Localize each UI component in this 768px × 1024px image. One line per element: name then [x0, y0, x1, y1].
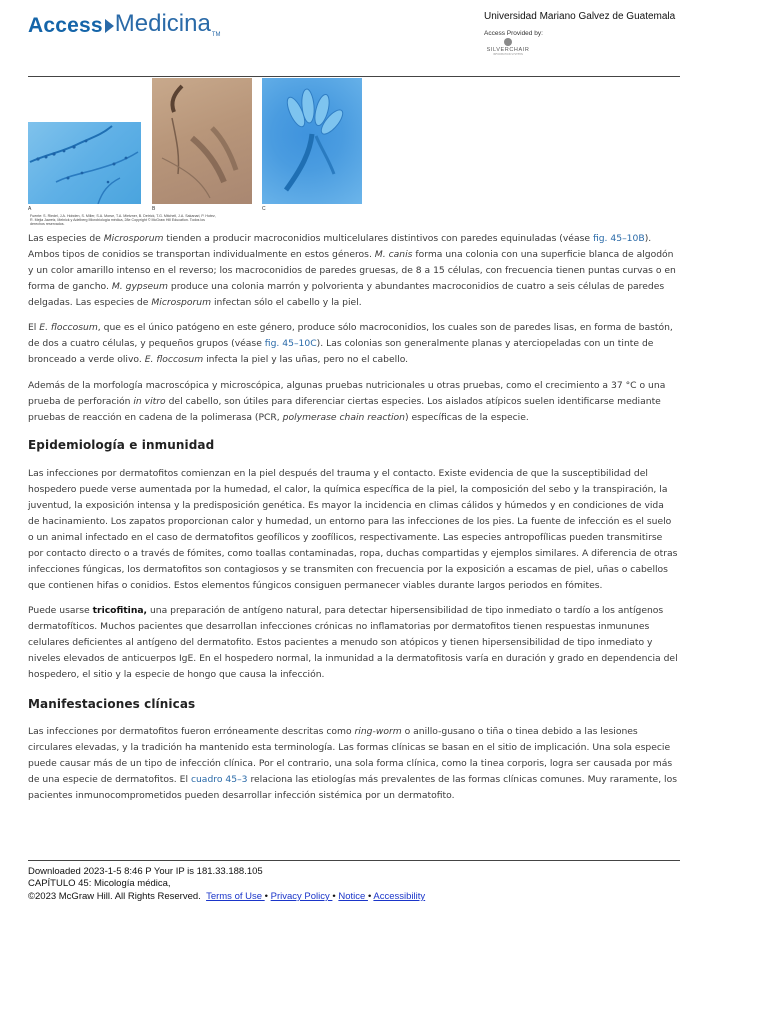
section-heading-epidemiologia: Epidemiología e inmunidad [28, 438, 215, 452]
figure-label-b: B [152, 206, 156, 212]
notice-link[interactable]: Notice [338, 891, 368, 902]
figure-credit: Fuente: S. Riedel, J.A. Hobden, S. Miller, S.A. Morse, T.A. Mietzner, B. Detrick, T.G. Mitchell, J.A. Sakanari, P. Hotez, R. Mejia Jawetz, Melnick y Adelberg Microbiología médica, 28e Copyright © McGraw Hill Education. Todos los derechos reservados. [30, 214, 216, 227]
institution-name: Universidad Mariano Galvez de Guatemala [484, 11, 676, 22]
paragraph-tricofitina: Puede usarse tricofitina, una preparación de antígeno natural, para detectar hipersensibilidad de tipo inmediato o tardío a los antígenos dermatofíticos. Muchos pacientes que desarrollan infecciones crónicas no inflamatorias por dermatofitos tienen respuestas inmununes celulares deficientes al antígeno del dermatofito. Estos pacientes a menudo son atópicos y tienen hipersensibilidad de tipo inmediato y niveles elevados de anticuerpos IgE. En el hospedero normal, la inmunidad a la dermatofitosis varía en duración y grado en dependencia del hospedero, el sitio y la especie de hongo que causa la infección. [28, 605, 678, 680]
figure-label-c: C [262, 206, 266, 212]
logo-arrow-icon [105, 19, 114, 33]
access-provided-label: Access Provided by: [484, 30, 543, 37]
link-fig-45-10c[interactable]: fig. 45–10C [264, 338, 317, 349]
paragraph-epidermophyton: El E. floccosum, que es el único patógeno en este género, produce sólo macroconidios, los cuales son de paredes lisas, en forma de bastón, de dos a cuatro células, y pequeños grupos (véase fig. 45–10C). Las colonias son generalmente planas y aterciopeladas con un tinte de bronceado a verde olivo. E. floccosum infecta la piel y las uñas, pero no el cabello. [28, 322, 673, 365]
section-heading-manifestaciones: Manifestaciones clínicas [28, 697, 196, 711]
download-info: Downloaded 2023-1-5 8:46 P Your IP is 181.33.188.105 [28, 866, 263, 877]
paragraph-epidemiologia: Las infecciones por dermatofitos comienzan en la piel después del trauma y el contacto. Existe evidencia de que la susceptibilidad del hospedero puede verse aumentada por la humedad, el calor, la química específica de la piel, la composición del sebo y la transpiración, la juventud, la exposición intensa y la predisposición genética. Es mayor la incidencia en climas cálidos y húmedos y en condiciones de vida de hacinamiento. Los zapatos proporcionan calor y humedad, un entorno para las infecciones de los pies. La fuente de infección es el suelo o un animal infectado en el caso de dermatofitos geofílicos y zoofílicos, respectivamente. Las especies antropofílicas pueden transmitirse por contacto directo o a través de fómites, como toallas contaminadas, ropa, duchas compartidas y ejemplos similares. A diferencia de otras infecciones fúngicas, los dermatofitos son contagiosos y se transmiten con frecuencia por la exposición a escamas de piel, uñas o cabellos que contienen hifas o conidios. Estos elementos fúngicos consiguen permanecer viables durante largos periodos en fómites. [28, 468, 678, 591]
figure-image-a [28, 122, 141, 204]
paragraph-microsporum: Las especies de Microsporum tienden a producir macroconidios multicelulares distintivos con paredes equinuladas (véase fig. 45–10B). Ambos tipos de conidios se transportan individualmente en estos géneros. M. canis forma una colonia con una superficie blanca de algodón y un color amarillo intenso en el reverso; los macroconidios de paredes gruesas, de 8 a 15 células, con frecuencia tienen puntas curvas o en forma de gancho. M. gypseum produce una colonia marrón y polvorienta y abundantes macroconidios de cuatro a seis células de paredes delgadas. Las especies de Microsporum infectan sólo el cabello y la piel. [28, 233, 676, 308]
figure-label-a: A [28, 206, 32, 212]
chapter-title: CAPÍTULO 45: Micología médica, [28, 878, 171, 889]
silverchair-mark-icon [504, 38, 512, 46]
logo-access-text: Access [28, 14, 103, 37]
link-cuadro-45-3[interactable]: cuadro 45–3 [190, 774, 248, 785]
privacy-policy-link[interactable]: Privacy Policy [270, 891, 333, 902]
terms-of-use-link[interactable]: Terms of Use [206, 891, 265, 902]
hyphae-micrograph-a [28, 122, 141, 204]
footer-links-row: ©2023 McGraw Hill. All Rights Reserved. Terms of Use • Privacy Policy • Notice • Accessibility [28, 891, 426, 902]
figure-image-b [152, 78, 252, 204]
silverchair-name: SILVERCHAIR [486, 47, 530, 53]
logo-medicina-text: Medicina [114, 10, 211, 37]
silverchair-subtitle: INFORMATION SYSTEMS [493, 53, 523, 56]
silverchair-logo [484, 38, 532, 56]
accessibility-link[interactable]: Accessibility [373, 891, 426, 902]
copyright-text: ©2023 McGraw Hill. All Rights Reserved. [28, 891, 201, 902]
macroconidia-micrograph-c [262, 78, 362, 204]
macroconidia-micrograph-b [152, 78, 252, 204]
paragraph-manifestaciones: Las infecciones por dermatofitos fueron erróneamente descritas como ring-worm o anillo-gusano o tiña o tinea debido a las lesiones circulares elevadas, y la tradición ha mantenido esta terminología. Las formas clínicas se basan en el sitio de implicación. Una sola especie puede causar más de un tipo de infección clínica. Por el contrario, una sola forma clínica, como la tinea corporis, logra ser causada por más de una especie de dermatofitos. El cuadro 45–3 relaciona las etiologías más prevalentes de las formas clínicas comunes. Muy raramente, los pacientes inmunocomprometidos pueden desarrollar infección sistémica por un dermatofito. [28, 726, 678, 801]
paragraph-pruebas: Además de la morfología macroscópica y microscópica, algunas pruebas nutricionales u otras pruebas, como el crecimiento a 37 °C o una prueba de perforación in vitro del cabello, son útiles para diferenciar ciertas especies. Los aislados atípicos suelen identificarse mediante pruebas de reacción en cadena de la polimerasa (PCR, polymerase chain reaction) específicas de la especie. [28, 380, 666, 423]
figure-image-c [262, 78, 362, 204]
link-fig-45-10b[interactable]: fig. 45–10B [592, 233, 645, 244]
accessmedicina-logo[interactable] [28, 10, 220, 38]
footer-divider [28, 860, 680, 861]
logo-trademark: TM [211, 32, 221, 38]
header-divider [28, 76, 680, 77]
